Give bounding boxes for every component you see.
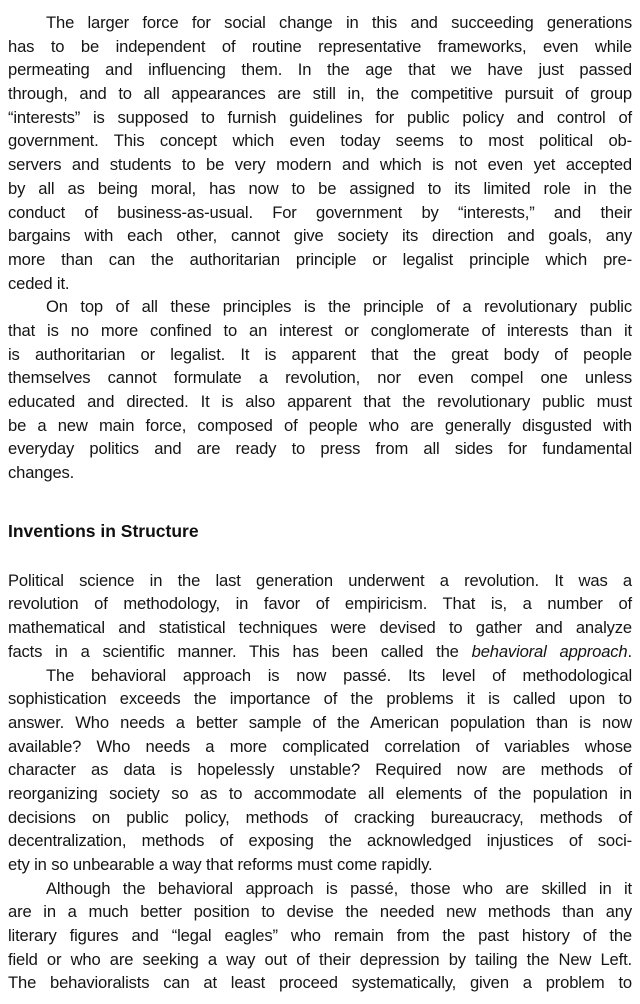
text-line: literary figures and “legal eagles” who remain from the past history of the	[8, 926, 632, 946]
text-line: available? Who needs a more complicated correlation of variables whose	[8, 736, 632, 756]
paragraph-social-change	[8, 11, 632, 295]
text-line: ceded it.	[8, 273, 70, 293]
emphasis-term: behavioral approach	[471, 641, 628, 661]
section-heading: Inventions in Structure	[8, 520, 199, 541]
text-line: through, and to all appearances are still in, the competitive pursuit of group	[8, 84, 632, 104]
text-line: servers and students to be very modern and which is not even yet accepted	[8, 155, 632, 175]
text-line: The behavioral approach is now passé. Its level of methodological	[46, 665, 632, 685]
text-line: is authoritarian or legalist. It is apparent that the great body of people	[8, 344, 632, 364]
paragraph-behavioralists-skilled	[8, 877, 632, 995]
document-page	[8, 11, 632, 995]
text-line: decentralization, methods of exposing the acknowledged injustices of soci-	[8, 831, 632, 851]
text-line: more than can the authoritarian principle or legalist principle which pre-	[8, 249, 632, 269]
paragraph-revolutionary-public	[8, 295, 632, 485]
text-line: government. This concept which even today seems to most political ob-	[8, 131, 632, 151]
text-line: answer. Who needs a better sample of the American population than is now	[8, 712, 632, 732]
text-line: ety in so unbearable a way that reforms must come rapidly.	[8, 855, 433, 874]
text-line	[8, 640, 632, 664]
text-line: decisions on public policy, methods of cracking bureaucracy, methods of	[8, 807, 632, 827]
text-line: be a new main force, composed of people who are generally disgusted with	[8, 415, 632, 435]
text-line: Political science in the last generation underwent a revolution. It was a	[8, 570, 632, 590]
paragraph-behavioral-passe	[8, 664, 632, 877]
text-line: The larger force for social change in this and succeeding generations	[46, 13, 632, 32]
text-line: everyday politics and are ready to press from all sides for fundamental	[8, 439, 632, 459]
text-line: revolution of methodology, in favor of empiricism. That is, a number of	[8, 594, 632, 614]
paragraph-political-science	[8, 569, 632, 664]
text-line: field or who are seeking a way out of their depression by tailing the New Left.	[8, 949, 632, 969]
text-line: educated and directed. It is also apparent that the revolutionary public must	[8, 392, 632, 411]
text-line: reorganizing society so as to accommodate all elements of the population in	[8, 783, 632, 803]
text-line: character as data is hopelessly unstable? Required now are methods of	[8, 760, 632, 780]
text-line: “interests” is supposed to furnish guidelines for public policy and control of	[8, 107, 632, 127]
text-line: sophistication exceeds the importance of the problems it is called upon to	[8, 689, 632, 709]
text-line: changes.	[8, 463, 75, 483]
text-line: are in a much better position to devise the needed new methods than any	[8, 902, 632, 922]
text-line: has to be independent of routine representative frameworks, even while	[8, 36, 632, 56]
text-line: bargains with each other, cannot give society its direction and goals, any	[8, 226, 632, 246]
text-line: permeating and influencing them. In the age that we have just passed	[8, 60, 632, 80]
text-line: Although the behavioral approach is passé, those who are skilled in it	[46, 878, 632, 898]
text-line: On top of all these principles is the principle of a revolutionary public	[46, 297, 632, 317]
text-line: themselves cannot formulate a revolution, nor even compel one unless	[8, 368, 632, 388]
text-line: conduct of business-as-usual. For government by “interests,” and their	[8, 202, 632, 222]
text-line: that is no more confined to an interest or conglomerate of interests than it	[8, 320, 632, 340]
text-line: mathematical and statistical techniques were devised to gather and analyze	[8, 618, 632, 638]
text-segment: .	[627, 641, 632, 661]
text-segment: facts in a scientific manner. This has been called the	[8, 641, 472, 661]
text-line: The behavioralists can at least proceed systematically, given a problem to	[8, 973, 632, 993]
text-line: by all as being moral, has now to be assigned to its limited role in the	[8, 178, 632, 198]
